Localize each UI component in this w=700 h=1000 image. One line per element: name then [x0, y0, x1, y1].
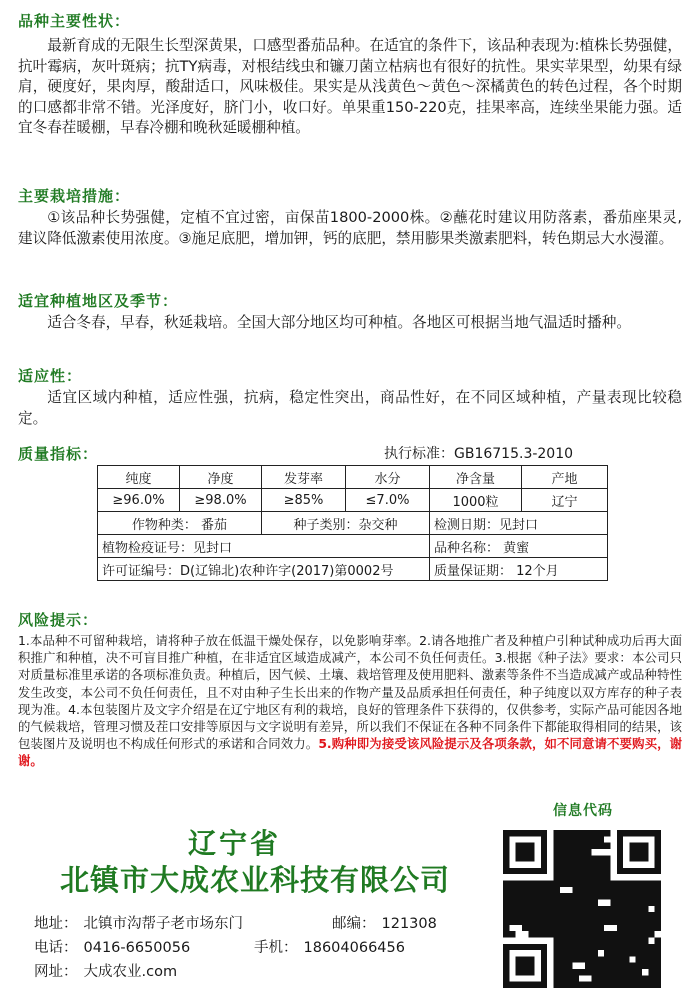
table-row: [98, 489, 608, 512]
table-header-cell: 发芽率: [262, 466, 346, 489]
seed-type-cell: 种子类别：杂交种: [262, 512, 430, 535]
quarantine-cell: 植物检疫证号：见封口: [98, 535, 430, 558]
section-title-cultivation: 主要栽培措施：: [18, 187, 131, 205]
postcode-line: [332, 912, 437, 933]
adaptability-text: 适宜区域内种植，适应性强，抗病，稳定性突出，商品性好，在不同区域种植，产量表现比较稳定。: [18, 389, 682, 427]
address-value: 北镇市沟帮子老市场东门: [83, 916, 243, 932]
section-title-adaptability: 适应性：: [18, 367, 83, 385]
website-label: 网址：: [34, 964, 78, 980]
section-title-quality: 质量指标：: [18, 445, 99, 463]
company-province: 辽宁省: [188, 827, 282, 860]
phone-value: 0416-6650056: [83, 940, 191, 956]
table-header-cell: 净含量: [430, 466, 522, 489]
license-cell: 许可证编号：D(辽锦北)农种许字(2017)第0002号: [98, 558, 430, 581]
cultivation-text: ①该品种长势强健，定植不宜过密，亩保苗1800-2000株。②蘸花时建议用防落素，番茄座果灵,建议降低激素使用浓度。③施足底肥，增加钾，钙的底肥，禁用膨果类激素肥料，转色期忌大水漫灌。: [18, 209, 682, 247]
address-label: 地址：: [34, 916, 78, 932]
test-date-cell: 检测日期：见封口: [430, 512, 608, 535]
risk-warning: 5.购种即为接受该风险提示及各项条款，如不同意请不要购买，谢谢。: [18, 736, 683, 769]
table-row: [98, 535, 608, 558]
section-title-region: 适宜种植地区及季节：: [18, 292, 179, 310]
mobile-label: 手机：: [254, 940, 298, 956]
mobile-value: 18604066456: [303, 940, 405, 956]
phone-line: [34, 936, 190, 957]
table-header-cell: 水分: [346, 466, 430, 489]
website-value: 大成农业.com: [83, 964, 178, 980]
risk-text: [18, 632, 682, 770]
phone-label: 电话：: [34, 940, 78, 956]
address-line: [34, 912, 243, 933]
website-line: [34, 960, 177, 981]
postcode-value: 121308: [381, 916, 437, 932]
company-name: 北镇市大成农业科技有限公司: [60, 863, 451, 897]
table-header-cell: 净度: [180, 466, 262, 489]
quality-table: [97, 465, 608, 581]
table-cell: ≤7.0%: [346, 489, 430, 512]
table-header-cell: 纯度: [98, 466, 180, 489]
guarantee-cell: 质量保证期： 12个月: [430, 558, 608, 581]
table-row: [98, 466, 608, 489]
mobile-line: [254, 936, 405, 957]
section-title-risk: 风险提示：: [18, 611, 99, 629]
section-title-traits: 品种主要性状：: [18, 12, 131, 30]
table-cell: 辽宁: [522, 489, 608, 512]
table-cell: ≥96.0%: [98, 489, 180, 512]
table-cell: ≥98.0%: [180, 489, 262, 512]
postcode-label: 邮编：: [332, 916, 376, 932]
table-cell: 1000粒: [430, 489, 522, 512]
traits-text: 最新育成的无限生长型深黄果，口感型番茄品种。在适宜的条件下，该品种表现为:植株长势强健，抗叶霉病，灰叶斑病；抗TY病毒，对根结线虫和镰刀菌立枯病也有很好的抗性。果实苹果型，幼果有绿肩，硬度好，果肉厚，酸甜适口，风味极佳。果实是从浅黄色～黄色～深橘黄色的转色过程，各个时期的口感都非常不错。光泽度好，脐门小，收口好。单果重150-220克，挂果率高，连续坐果能力强。适宜冬春茬暖棚，早春冷棚和晚秋延暖棚种植。: [18, 37, 682, 136]
risk-body: 1.本品种不可留种栽培，请将种子放在低温干燥处保存，以免影响芽率。2.请各地推广者及种植户引种试种成功后再大面积推广和种植，决不可盲目推广种植，在非适宜区域造成减产，本公司不负任何责任。3.根据《种子法》要求：本公司只对质量标准里承诺的各项标准负责。种植后，因气候、土壤、栽培管理及使用肥料、激素等条件不当造成减产或品种特性发生改变，本公司不负任何责任，且不对由种子生长出来的作物产量及品质承担任何责任，种子纯度以双方库存的种子表现为准。4.本包装图片及文字介绍是在辽宁地区有利的栽培，良好的管理条件下获得的，仅供参考，实际产品可能因各地的气候栽培，管理习惯及茬口安排等原因与文字说明有差异，所以我们不保证在各种不同条件下都能取得相同的结果，该包装图片及说明也不构成任何形式的承诺和合同效力。: [18, 633, 682, 752]
variety-name-cell: 品种名称： 黄蜜: [430, 535, 608, 558]
qr-code-icon: [503, 830, 661, 988]
execution-standard: 执行标准：GB16715.3-2010: [384, 446, 574, 462]
crop-type-cell: 作物种类： 番茄: [98, 512, 262, 535]
table-row: [98, 558, 608, 581]
qr-label: 信息代码: [553, 803, 613, 819]
table-header-cell: 产地: [522, 466, 608, 489]
table-cell: ≥85%: [262, 489, 346, 512]
region-text: 适合冬春，早春，秋延栽培。全国大部分地区均可种植。各地区可根据当地气温适时播种。: [47, 314, 631, 331]
table-row: [98, 512, 608, 535]
